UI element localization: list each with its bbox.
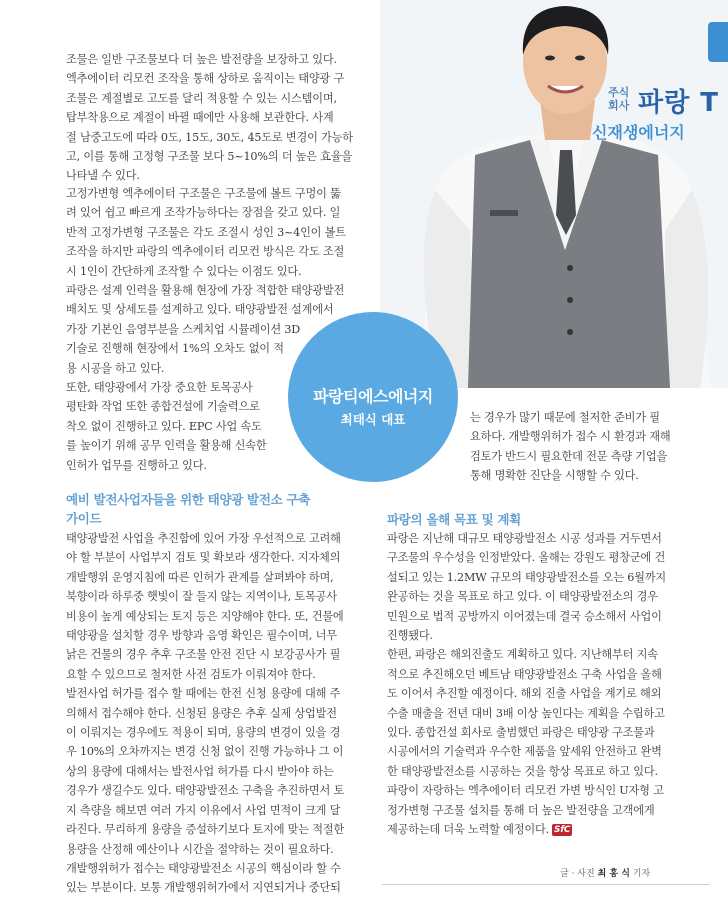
article-end-mark: SfC bbox=[553, 825, 571, 836]
right-paragraph-1: 는 경우가 많기 때문에 철저한 준비가 필 요하다. 개발행위허가 접수 시 환경과 재해 검토가 반드시 필요한데 전문 측량 기업을 통해 명확한 진단을 시행할 수 있다. bbox=[470, 411, 671, 483]
right-paragraph-2 bbox=[387, 529, 666, 840]
badge-company-name: 파랑티에스에너지 bbox=[313, 387, 433, 406]
left-paragraph-2: 고정가변형 엑추에이터 구조물은 구조물에 볼트 구멍이 뚫 려 있어 쉽고 빠르게 조작가능하다는 장점을 갖고 있다. 일 반적 고정가변형 구조물은 각도 조절시 성인 3~4인이 볼트 조작을 하지만 파랑의 엑추에이터 리모컨 방식은 각도 조절 시 1인이 간단하게 조작할 수 있다는 이점도 있다. 파랑은 설계 인력을 활용해 현장에 가장 적합한 태양광발전 배치도 및 상세도를 설계하고 있다. 태양광발전 설계에서 가장 기본인 음영부분을 스케치업 시뮬레이션 3D 기술로 진행해 현장에서 1%의 오차도 없이 적 용 시공을 하고 있다. 또한, 태양광에서 가장 중요한 토목공사 평탄화 작업 또한 종합건설에 기술력으로 착오 없이 진행하고 있다. EPC 사업 속도 를 높이기 위해 공무 인력을 활용해 신속한 인허가 업무를 진행하고 있다. bbox=[66, 187, 346, 472]
left-paragraph-3: 태양광발전 사업을 추진함에 있어 가장 우선적으로 고려해 야 할 부분이 사업부지 검토 및 확보라 생각한다. 지자체의 개발행위 운영지침에 따른 인허가 관계를 살펴봐야 하며, 북향이라 하루중 햇빛이 잘 들지 않는 지역이나, 토목공사 비용이 높게 예상되는 토지 등은 지양해야 한다. 또, 건물에 태양광을 설치할 경우 방향과 음영 확인은 필수이며, 너무 낡은 건물의 경우 추후 구조물 안전 진단 시 보강공사가 필 요할 수 있으므로 철저한 사전 검토가 이뤄져야 한다. 발전사업 허가를 접수 할 때에는 한전 신청 용량에 대해 주 의해서 접수해야 한다. 신청된 용량은 추후 실제 상업발전 이 이뤄지는 경우에도 적용이 되며, 용량의 변경이 있을 경 우 10%의 오차까지는 변경 신청 없이 진행 가능하나 그 이 상의 용량에 대해서는 발전사업 허가를 다시 받아야 하는 경우가 생길수도 있다. 태양광발전소 구축을 추진하면서 토 지 측량을 해보면 여러 가지 이유에서 사업 면적이 크게 달 라진다. 무리하게 용량을 증설하기보다 토지에 맞는 적절한 용량을 산정해 예산이나 시간을 절약하는 것이 필요하다. 개발행위허가 접수는 태양광발전소 시공의 핵심이라 할 수 있는 부분이다. 보통 개발행위허가에서 지연되거나 중단되 bbox=[66, 532, 345, 895]
credit-suffix: 기자 bbox=[632, 869, 651, 879]
ceo-portrait-illustration bbox=[380, 0, 728, 388]
brand-logo-mark bbox=[708, 22, 728, 62]
brand-subtitle: 신재생에너지 bbox=[592, 123, 685, 142]
credit-prefix: 글 · 사진 bbox=[560, 869, 595, 879]
ceo-photo bbox=[380, 0, 728, 388]
credit-divider bbox=[382, 884, 710, 885]
badge-person-title: 최태식 대표 bbox=[340, 412, 406, 427]
section-heading-plan: 파랑의 올해 목표 및 계획 bbox=[387, 512, 521, 527]
section-heading-guide: 예비 발전사업자들을 위한 태양광 발전소 구축 가이드 bbox=[66, 492, 310, 526]
right-paragraph-2-text: 파랑은 지난해 대규모 태양광발전소 시공 성과를 거두면서 구조물의 우수성을 인정받았다. 올해는 강원도 평창군에 건 설되고 있는 1.2MW 규모의 태양광발전소를 오는 6월까지 완공하는 것을 목표로 하고 있다. 이 태양광발전소의 경우 민원으로 법적 공방까지 이어졌는데 결국 승소해서 사업이 진행됐다. 한편, 파랑은 해외진출도 계획하고 있다. 지난해부터 지속 적으로 추진해오던 베트남 태양광발전소 구축 사업을 올해 도 이어서 추진할 예정이다. 해외 진출 사업을 계기로 해외 수출 매출을 전년 대비 3배 이상 높인다는 계획을 수립하고 있다. 종합건설 회사로 출범했던 파랑은 태양광 구조물과 시공에서의 기술력과 우수한 제품을 앞세워 안전하고 완벽 한 태양광발전소를 시공하는 것을 항상 목표로 하고 있다. 파랑이 자랑하는 엑추에이터 리모컨 가변 방식인 U자형 고 정가변형 구조물 설치를 통해 더 높은 발전량을 고객에게 제공하는데 더욱 노력할 예정이다. bbox=[387, 532, 666, 837]
article-credit bbox=[560, 866, 650, 879]
left-paragraph-1: 조물은 일반 구조물보다 더 높은 발전량을 보장하고 있다. 엑추에이터 리모컨 조작을 통해 상하로 움직이는 태양광 구 조물은 계절별로 고도를 달리 적용할 수 있는 시스템이며, 탑부착용으로 계절이 바뀔 때에만 사용해 보관한다. 사계 절 남중고도에 따라 0도, 15도, 30도, 45도로 변경이 가능하 고, 이를 통해 고정형 구조물 보다 5~10%의 더 높은 효율을 나타낼 수 있다. bbox=[66, 53, 353, 183]
credit-author: 최 홍 식 bbox=[597, 869, 630, 879]
brand-name: 파랑 T bbox=[638, 88, 720, 118]
brand-prefix: 주식 회사 bbox=[608, 86, 630, 112]
ceo-name-badge bbox=[288, 312, 458, 482]
